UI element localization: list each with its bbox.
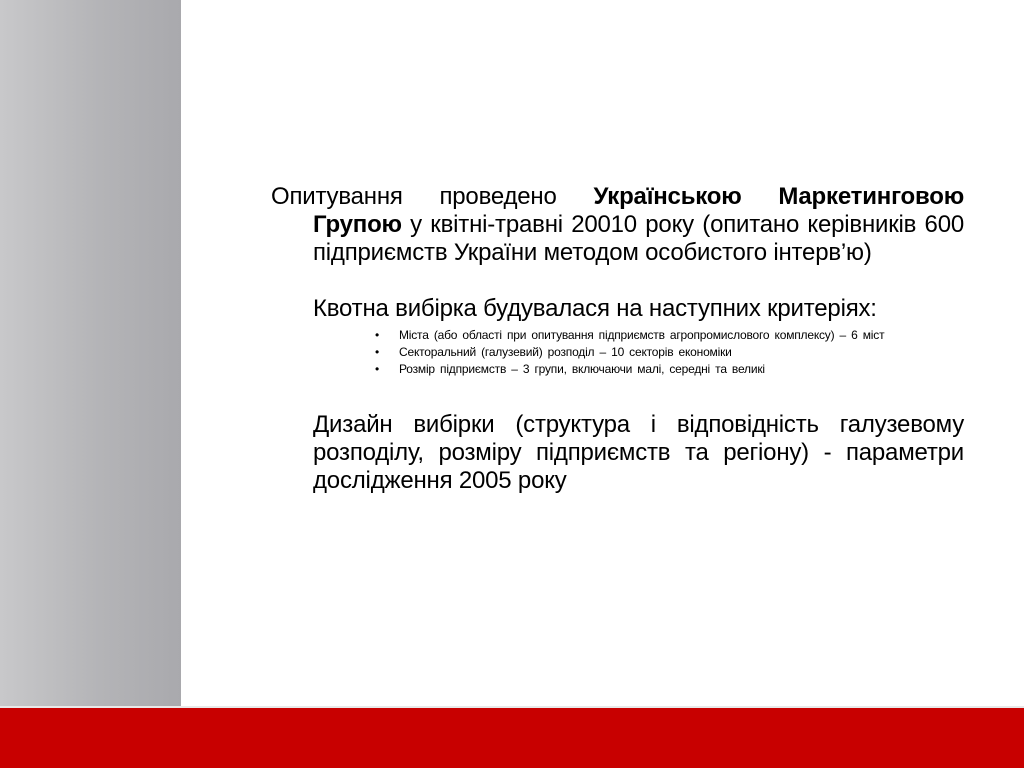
bullet-icon: • — [375, 345, 380, 359]
list-item: • Розмір підприємств – 3 групи, включаючи малі, середні та великі — [375, 362, 765, 376]
survey-intro-text: Опитування проведено — [271, 183, 594, 210]
criteria-list — [271, 329, 964, 375]
side-gray-bar — [0, 0, 181, 706]
bottom-red-bar — [0, 706, 1024, 768]
survey-details-text: у квітні-травні 20010 року (опитано керівників 600 підприємств України методом особистого інтерв’ю) — [313, 211, 964, 266]
slide-content — [271, 183, 964, 495]
list-item: • Секторальний (галузевий) розподіл – 10 секторів економіки — [375, 345, 732, 359]
paragraph-sample-design: Дизайн вибірки (структура і відповідність галузевому розподілу, розміру підприємств та регіону) - параметри дослідження 2005 року — [313, 411, 964, 494]
bullet-icon: • — [375, 362, 380, 376]
bullet-icon: • — [375, 328, 380, 342]
organization-name: Українською Маркетинговою Групою — [313, 183, 964, 238]
list-item: • Міста (або області при опитування підприємств агропромислового комплексу) – 6 міст — [375, 328, 885, 342]
paragraph-quota-sample: Квотна вибірка будувалася на наступних критеріях: — [313, 295, 877, 322]
paragraph-survey-info — [271, 183, 964, 267]
